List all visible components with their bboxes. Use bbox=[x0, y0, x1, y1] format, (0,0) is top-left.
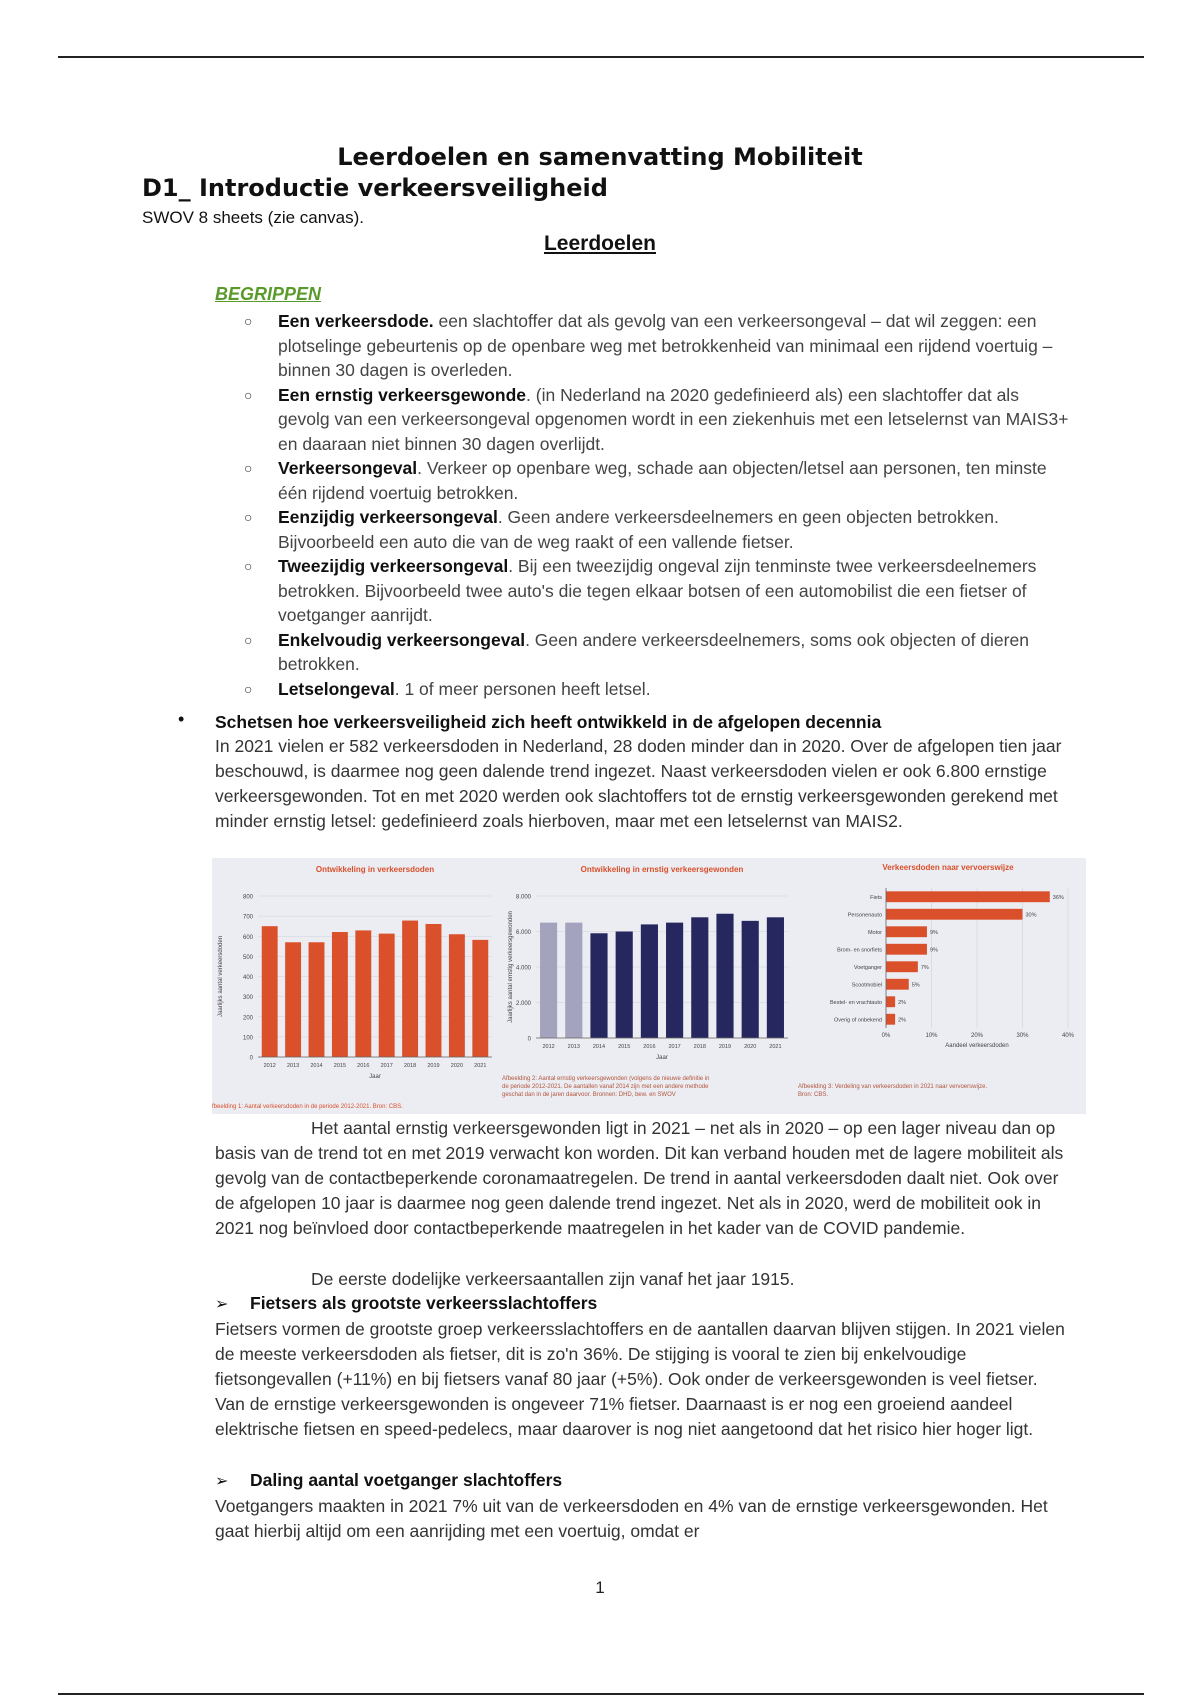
x-tick-label: 40% bbox=[1061, 1033, 1075, 1039]
y-tick-label: 100 bbox=[242, 1035, 253, 1042]
circle-bullet-icon: ○ bbox=[244, 509, 253, 525]
circle-bullet-icon: ○ bbox=[244, 558, 253, 574]
bullet-dot-icon: • bbox=[178, 709, 185, 729]
x-axis-label: Jaar bbox=[656, 1055, 668, 1061]
chapter-title: D1_ Introductie verkeersveiligheid bbox=[142, 174, 608, 202]
term-item bbox=[240, 456, 1070, 505]
y-tick-label: 400 bbox=[242, 975, 253, 981]
section-heading: Leerdoelen bbox=[543, 232, 657, 255]
bar bbox=[886, 996, 895, 1007]
bar bbox=[590, 933, 607, 1038]
figure-caption: Afbeelding 3: Verdeling van verkeersdoden in 2021 naar vervoerswijze. Bron: CBS. bbox=[798, 1084, 988, 1098]
term-definition: . Geen andere verkeersdeelnemers, soms ook objecten of dieren betrokken. bbox=[278, 629, 1029, 674]
circle-bullet-icon: ○ bbox=[244, 460, 253, 476]
arrow-bullet-icon: ➢ bbox=[215, 1296, 229, 1313]
term-definition: een slachtoffer dat als gevolg van een verkeersongeval – dat wil zeggen: een plotselinge gebeurtenis op de openbare weg met betrokkenheid van minimaal een rijdend voertuig – binnen 30 dagen is overleden. bbox=[278, 311, 1053, 380]
category-label: Scootmobiel bbox=[851, 982, 882, 989]
bar bbox=[332, 932, 348, 1057]
category-label: Overig of onbekend bbox=[833, 1017, 882, 1024]
term-name: Een verkeersdode. bbox=[278, 311, 434, 331]
chart-title: Ontwikkeling in ernstig verkeersgewonden bbox=[580, 865, 744, 874]
data-label: 5% bbox=[911, 982, 920, 989]
x-tick-label: 2017 bbox=[668, 1044, 681, 1050]
bar bbox=[262, 926, 278, 1057]
data-label: 7% bbox=[920, 964, 929, 971]
bar bbox=[886, 926, 927, 937]
term-name: Tweezijdig verkeersongeval bbox=[278, 556, 509, 576]
term-item bbox=[240, 309, 1070, 383]
source-note: SWOV 8 sheets (zie canvas). bbox=[142, 208, 365, 227]
category-label: Personenauto bbox=[847, 912, 882, 919]
term-item bbox=[240, 505, 1070, 554]
bar bbox=[767, 917, 784, 1038]
x-tick-label: 30% bbox=[1016, 1033, 1029, 1039]
bar bbox=[616, 932, 633, 1039]
term-name: Enkelvoudig verkeersongeval bbox=[278, 629, 526, 650]
bar bbox=[379, 934, 395, 1057]
circle-bullet-icon: ○ bbox=[244, 631, 253, 648]
x-tick-label: 2012 bbox=[263, 1063, 276, 1069]
paragraph-2 bbox=[215, 1116, 1065, 1241]
bullet-heading: Schetsen hoe verkeersveiligheid zich heeft ontwikkeld in de afgelopen decennia bbox=[215, 712, 882, 732]
figure-caption: Afbeelding 2: Aantal ernstig verkeersgewonden (volgens de nieuwe definitie in de periode 2012-2021. De aantallen vanaf 2014 zijn met een andere methode geschat dan in de jaren daarvoor. Bronnen: DHD, bew. en SWOV bbox=[502, 1076, 710, 1098]
bar bbox=[716, 914, 733, 1038]
begrippen-label: BEGRIPPEN bbox=[215, 284, 322, 304]
bar bbox=[565, 923, 582, 1038]
subheading-fietsers: Fietsers als grootste verkeersslachtoffers bbox=[250, 1293, 598, 1313]
x-tick-label: 2014 bbox=[592, 1044, 606, 1050]
term-item bbox=[240, 554, 1070, 628]
x-tick-label: 2018 bbox=[693, 1044, 706, 1050]
term-definition: . 1 of meer personen heeft letsel. bbox=[394, 678, 651, 699]
bar bbox=[449, 934, 465, 1057]
term-name: Verkeersongeval bbox=[278, 458, 418, 478]
x-tick-label: 2016 bbox=[357, 1063, 370, 1069]
bar bbox=[285, 942, 301, 1057]
paragraph-fietsers: Fietsers vormen de grootste groep verkeersslachtoffers en de aantallen daarvan blijven stijgen. In 2021 vielen de meeste verkeersdoden als fietser, dit is zo'n 36%. De stijging is vooral te zien bij enkelvoudige fietsongevallen (+11%) en bij fietsers vanaf 80 jaar (+5%). Ook onder de verkeersgewonden is veel fietser. Van de ernstige verkeersgewonden is ongeveer 71% fietser. Daarnaast is er nog een groeiend aandeel elektrische fietsen en speed-pedelecs, maar daarover is nog niet aangetoond dat het risico hier hoger ligt. bbox=[215, 1319, 1065, 1439]
data-label: 2% bbox=[898, 999, 907, 1006]
x-axis-label: Aandeel verkeersdoden bbox=[945, 1043, 1009, 1049]
term-name: Letselongeval bbox=[278, 678, 395, 699]
term-definition: . Geen andere verkeersdeelnemers en geen objecten betrokken. Bijvoorbeeld een auto die van de weg raakt of een vallende fietser. bbox=[278, 507, 999, 552]
x-tick-label: 2018 bbox=[403, 1063, 417, 1069]
bar bbox=[666, 923, 683, 1038]
category-label: Motor bbox=[867, 929, 882, 936]
y-tick-label: 300 bbox=[242, 995, 253, 1002]
x-tick-label: 2015 bbox=[333, 1063, 347, 1069]
term-item bbox=[240, 383, 1070, 457]
circle-bullet-icon: ○ bbox=[244, 680, 253, 697]
subheading-voetgangers: Daling aantal voetganger slachtoffers bbox=[250, 1470, 563, 1490]
term-item bbox=[240, 628, 1070, 677]
chart-title: Verkeersdoden naar vervoerswijze bbox=[882, 863, 1014, 872]
x-tick-label: 2016 bbox=[643, 1044, 656, 1050]
x-tick-label: 2019 bbox=[718, 1044, 732, 1050]
bottom-rule bbox=[58, 1693, 1144, 1695]
x-tick-label: 2020 bbox=[744, 1044, 757, 1050]
chart-ernstig-verkeersgewonden bbox=[502, 858, 798, 1114]
bar bbox=[886, 979, 909, 990]
bar bbox=[886, 891, 1050, 902]
y-tick-label: 6.000 bbox=[515, 930, 531, 936]
bar bbox=[355, 930, 371, 1057]
top-rule bbox=[58, 56, 1144, 58]
category-label: Fiets bbox=[870, 894, 882, 901]
term-definition: . (in Nederland na 2020 gedefinieerd als) een slachtoffer dat als gevolg van een verkeersongeval opgenomen wordt in een ziekenhuis met een letselernst van MAIS3+ en daaraan niet binnen 30 dagen overlijdt. bbox=[278, 384, 1069, 454]
y-tick-label: 4.000 bbox=[515, 965, 531, 972]
data-label: 36% bbox=[1052, 894, 1064, 901]
y-tick-label: 2.000 bbox=[515, 1001, 531, 1007]
page-number: 1 bbox=[595, 1578, 605, 1597]
y-tick-label: 600 bbox=[242, 934, 253, 941]
charts-figure bbox=[212, 858, 1086, 1114]
term-name: Een ernstig verkeersgewonde bbox=[278, 384, 527, 405]
x-tick-label: 2021 bbox=[769, 1044, 782, 1050]
x-tick-label: 20% bbox=[970, 1033, 984, 1039]
x-tick-label: 2017 bbox=[380, 1063, 393, 1069]
data-label: 2% bbox=[898, 1017, 907, 1024]
x-tick-label: 2013 bbox=[286, 1063, 300, 1069]
term-name: Eenzijdig verkeersongeval bbox=[278, 507, 498, 527]
terms-list bbox=[240, 309, 1070, 701]
chart-title: Ontwikkeling in verkeersdoden bbox=[315, 865, 435, 874]
y-axis-label: Jaarlijks aantal ernstig verkeersgewonden bbox=[508, 911, 514, 1023]
paragraph-2-text: Het aantal ernstig verkeersgewonden ligt in 2021 – net als in 2020 – op een lager niveau dan op basis van de trend tot en met 2019 verwacht kon worden. Dit kan verband houden met de lagere mobiliteit als gevolg van de contactbeperkende coronamaatregelen. De trend in aantal verkeersdoden daalt niet. Ook over de afgelopen 10 jaar is daarmee nog geen dalende trend ingezet. Net als in 2020, werd de mobiliteit ook in 2021 nog beïnvloed door contactbeperkende maatregelen in het kader van de COVID pandemie. bbox=[215, 1118, 1064, 1238]
arrow-bullet-icon: ➢ bbox=[215, 1473, 229, 1490]
x-tick-label: 2014 bbox=[310, 1063, 323, 1069]
x-tick-label: 2020 bbox=[450, 1063, 464, 1069]
bar bbox=[402, 921, 418, 1057]
circle-bullet-icon: ○ bbox=[244, 386, 253, 403]
category-label: Voetganger bbox=[853, 964, 882, 971]
bar bbox=[540, 923, 557, 1038]
figure-caption: fbeelding 1: Aantal verkeersdoden in de periode 2012-2021. Bron: CBS. bbox=[212, 1104, 403, 1110]
bar bbox=[426, 924, 442, 1057]
y-axis-label: Jaarlijks aantal verkeersdoden bbox=[218, 935, 224, 1018]
data-label: 9% bbox=[929, 947, 938, 954]
circle-bullet-icon: ○ bbox=[244, 313, 253, 329]
term-definition: . Verkeer op openbare weg, schade aan objecten/letsel aan personen, ten minste één rijdend voertuig betrokken. bbox=[278, 458, 1047, 503]
paragraph-1: In 2021 vielen er 582 verkeersdoden in Nederland, 28 doden minder dan in 2020. Over de afgelopen tien jaar beschouwd, is daarmee nog geen dalende trend ingezet. Naast verkeersdoden vielen er ook 6.800 ernstige verkeersgewonden. Tot en met 2020 werden ook slachtoffers tot de ernstig verkeersgewonden gerekend met minder ernstig letsel: gedefinieerd zoals hierboven, maar met een letselernst van MAIS2. bbox=[215, 736, 1062, 831]
data-label: 9% bbox=[929, 929, 938, 936]
term-item bbox=[240, 677, 1070, 702]
bar bbox=[886, 909, 1023, 920]
term-definition: . Bij een tweezijdig ongeval zijn tenminste twee verkeersdeelnemers betrokken. Bijvoorbeeld twee auto's die tegen elkaar botsen of een automobilist die een fietser of voetganger aanrijdt. bbox=[278, 556, 1037, 625]
paragraph-3-text: De eerste dodelijke verkeersaantallen zijn vanaf het jaar 1915. bbox=[311, 1269, 795, 1289]
y-tick-label: 500 bbox=[242, 954, 253, 961]
x-tick-label: 2019 bbox=[427, 1063, 440, 1069]
bar bbox=[886, 961, 918, 972]
x-tick-label: 2021 bbox=[474, 1063, 487, 1069]
bar bbox=[691, 917, 708, 1038]
y-tick-label: 800 bbox=[242, 894, 253, 901]
bar bbox=[641, 924, 658, 1038]
y-tick-label: 700 bbox=[242, 914, 253, 921]
bar bbox=[472, 940, 488, 1057]
bar bbox=[886, 1014, 895, 1025]
paragraph-voetgangers: Voetgangers maakten in 2021 7% uit van de verkeersdoden en 4% van de ernstige verkeersgewonden. Het gaat hierbij altijd om een aanrijding met een voertuig, omdat er bbox=[215, 1496, 1048, 1541]
category-label: Bestel- en vrachtauto bbox=[830, 999, 882, 1006]
y-tick-label: 0 bbox=[249, 1055, 253, 1062]
x-axis-label: Jaar bbox=[369, 1074, 381, 1080]
x-tick-label: 2013 bbox=[567, 1044, 580, 1050]
x-tick-label: 10% bbox=[925, 1033, 938, 1039]
chart-vervoerswijze bbox=[798, 858, 1086, 1114]
y-tick-label: 0 bbox=[527, 1036, 531, 1043]
bar bbox=[886, 944, 927, 955]
y-tick-label: 8.000 bbox=[515, 894, 531, 901]
x-tick-label: 2012 bbox=[542, 1044, 555, 1050]
bar bbox=[742, 921, 759, 1038]
paragraph-3 bbox=[215, 1267, 1065, 1292]
y-tick-label: 200 bbox=[242, 1015, 253, 1022]
chart-verkeersdoden bbox=[212, 858, 502, 1114]
data-label: 30% bbox=[1025, 912, 1037, 919]
x-tick-label: 2015 bbox=[618, 1044, 631, 1050]
bar bbox=[309, 942, 325, 1057]
document-title: Leerdoelen en samenvatting Mobiliteit bbox=[337, 143, 863, 171]
category-label: Brom- en snorfiets bbox=[837, 947, 882, 954]
x-tick-label: 0% bbox=[881, 1033, 891, 1039]
